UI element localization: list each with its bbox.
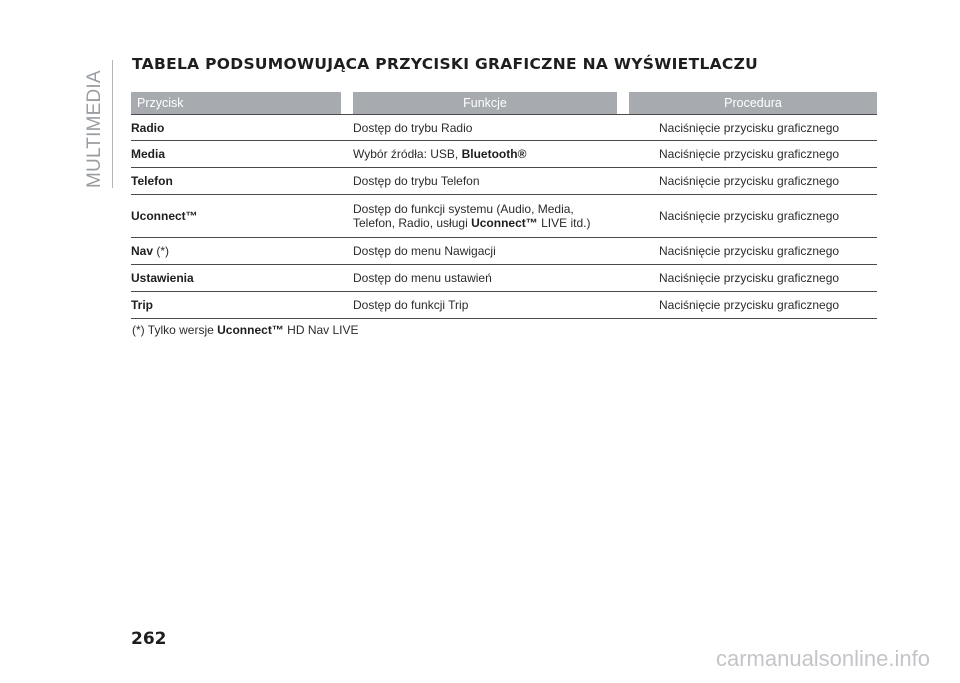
table-row xyxy=(131,114,877,141)
button-name: Ustawienia xyxy=(131,271,194,285)
function-text: Wybór źródła: USB, Bluetooth® xyxy=(353,147,527,161)
table-row xyxy=(131,292,877,319)
section-divider xyxy=(112,60,113,188)
function-text: Dostęp do trybu Radio xyxy=(353,120,473,135)
function-text: Dostęp do funkcji systemu (Audio, Media, Telefon, Radio, usługi Uconnect™ LIVE itd.) xyxy=(353,202,591,230)
table-row xyxy=(131,238,877,265)
footnote: (*) Tylko wersje Uconnect™ HD Nav LIVE xyxy=(132,323,359,337)
header-procedure: Procedura xyxy=(629,92,877,114)
button-name: Media xyxy=(131,147,166,161)
function-text: Dostęp do menu ustawień xyxy=(353,271,492,285)
function-text: Dostęp do funkcji Trip xyxy=(353,298,469,312)
function-text: Dostęp do trybu Telefon xyxy=(353,174,480,188)
procedure-text: Naciśnięcie przycisku graficznego xyxy=(659,174,840,188)
button-name: Radio xyxy=(131,120,165,135)
button-name: Uconnect™ xyxy=(131,209,198,223)
page-title: TABELA PODSUMOWUJĄCA PRZYCISKI GRAFICZNE NA WYŚWIETLACZU xyxy=(132,55,759,73)
section-label: MULTIMEDIA xyxy=(84,70,105,188)
watermark: carmanualsonline.info xyxy=(715,646,930,671)
header-function: Funkcje xyxy=(353,92,617,114)
procedure-text: Naciśnięcie przycisku graficznego xyxy=(659,244,840,258)
table-header xyxy=(131,92,877,114)
procedure-text: Naciśnięcie przycisku graficznego xyxy=(659,298,840,312)
function-text: Dostęp do menu Nawigacji xyxy=(353,244,496,258)
procedure-text: Naciśnięcie przycisku graficznego xyxy=(659,209,840,223)
table-row xyxy=(131,195,877,238)
button-name: Telefon xyxy=(131,174,173,188)
procedure-text: Naciśnięcie przycisku graficznego xyxy=(659,120,840,135)
summary-table xyxy=(131,92,877,319)
button-name: Nav (*) xyxy=(131,244,170,258)
procedure-text: Naciśnięcie przycisku graficznego xyxy=(659,147,840,161)
procedure-text: Naciśnięcie przycisku graficznego xyxy=(659,271,840,285)
header-button: Przycisk xyxy=(131,92,341,114)
table-row xyxy=(131,168,877,195)
table-row xyxy=(131,141,877,168)
table-row xyxy=(131,265,877,292)
page-number: 262 xyxy=(131,629,167,649)
button-name: Trip xyxy=(131,298,154,312)
